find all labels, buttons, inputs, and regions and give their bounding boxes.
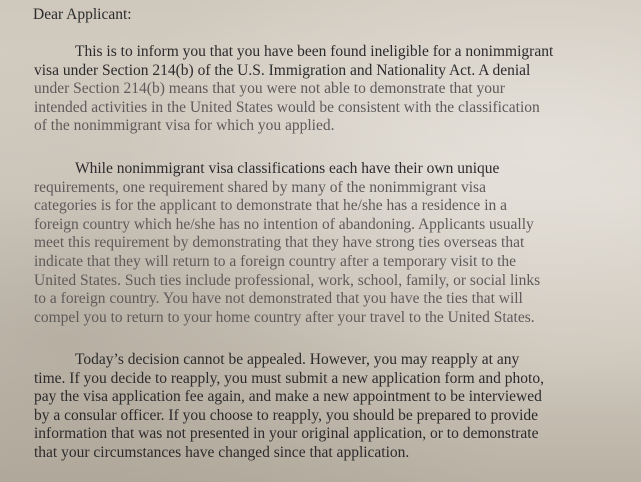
paragraph-line: indicate that they will return to a foreign country after a temporary visit to the [34, 252, 517, 270]
paragraph-reapply-instructions [34, 351, 634, 463]
paragraph-line: Today’s decision cannot be appealed. However, you may reapply at any [75, 351, 520, 368]
paragraph-line: by a consular officer. If you choose to reapply, you should be prepared to provide [34, 406, 539, 424]
paragraph-line: categories is for the applicant to demonstrate that he/she has a residence in a [34, 197, 507, 215]
salutation: Dear Applicant: [33, 6, 132, 23]
paragraph-line: visa under Section 214(b) of the U.S. Immigration and Nationality Act. A denial [34, 61, 531, 79]
paragraph-line: that your circumstances have changed since that application. [34, 443, 410, 461]
paragraph-line: under Section 214(b) means that you were not able to demonstrate that your [34, 80, 505, 98]
paragraph-line: information that was not presented in your original application, or to demonstrate [34, 425, 539, 443]
paragraph-line: of the nonimmigrant visa for which you applied. [34, 117, 335, 135]
paragraph-line: intended activities in the United States would be consistent with the classification [34, 98, 540, 116]
paragraph-line: to a foreign country. You have not demonstrated that you have the ties that will [34, 290, 523, 308]
paragraph-line: compel you to return to your home country after your travel to the United States. [34, 308, 535, 326]
paragraph-line: meet this requirement by demonstrating that they have strong ties overseas that [34, 234, 525, 252]
paragraph-line: foreign country which he/she has no intention of abandoning. Applicants usually [34, 215, 534, 233]
paragraph-ineligibility-notice [34, 43, 634, 136]
paragraph-line: While nonimmigrant visa classifications each have their own unique [75, 160, 500, 177]
paragraph-line: pay the visa application fee again, and make a new appointment to be interviewed [34, 388, 542, 406]
paragraph-line: requirements, one requirement shared by many of the nonimmigrant visa [34, 178, 486, 196]
paragraph-ties-requirement [34, 160, 634, 327]
paragraph-line: time. If you decide to reapply, you must submit a new application form and photo, [34, 369, 544, 387]
paragraph-line: United States. Such ties include professional, work, school, family, or social links [34, 271, 541, 289]
paragraph-line: This is to inform you that you have been found ineligible for a nonimmigrant [75, 43, 554, 60]
